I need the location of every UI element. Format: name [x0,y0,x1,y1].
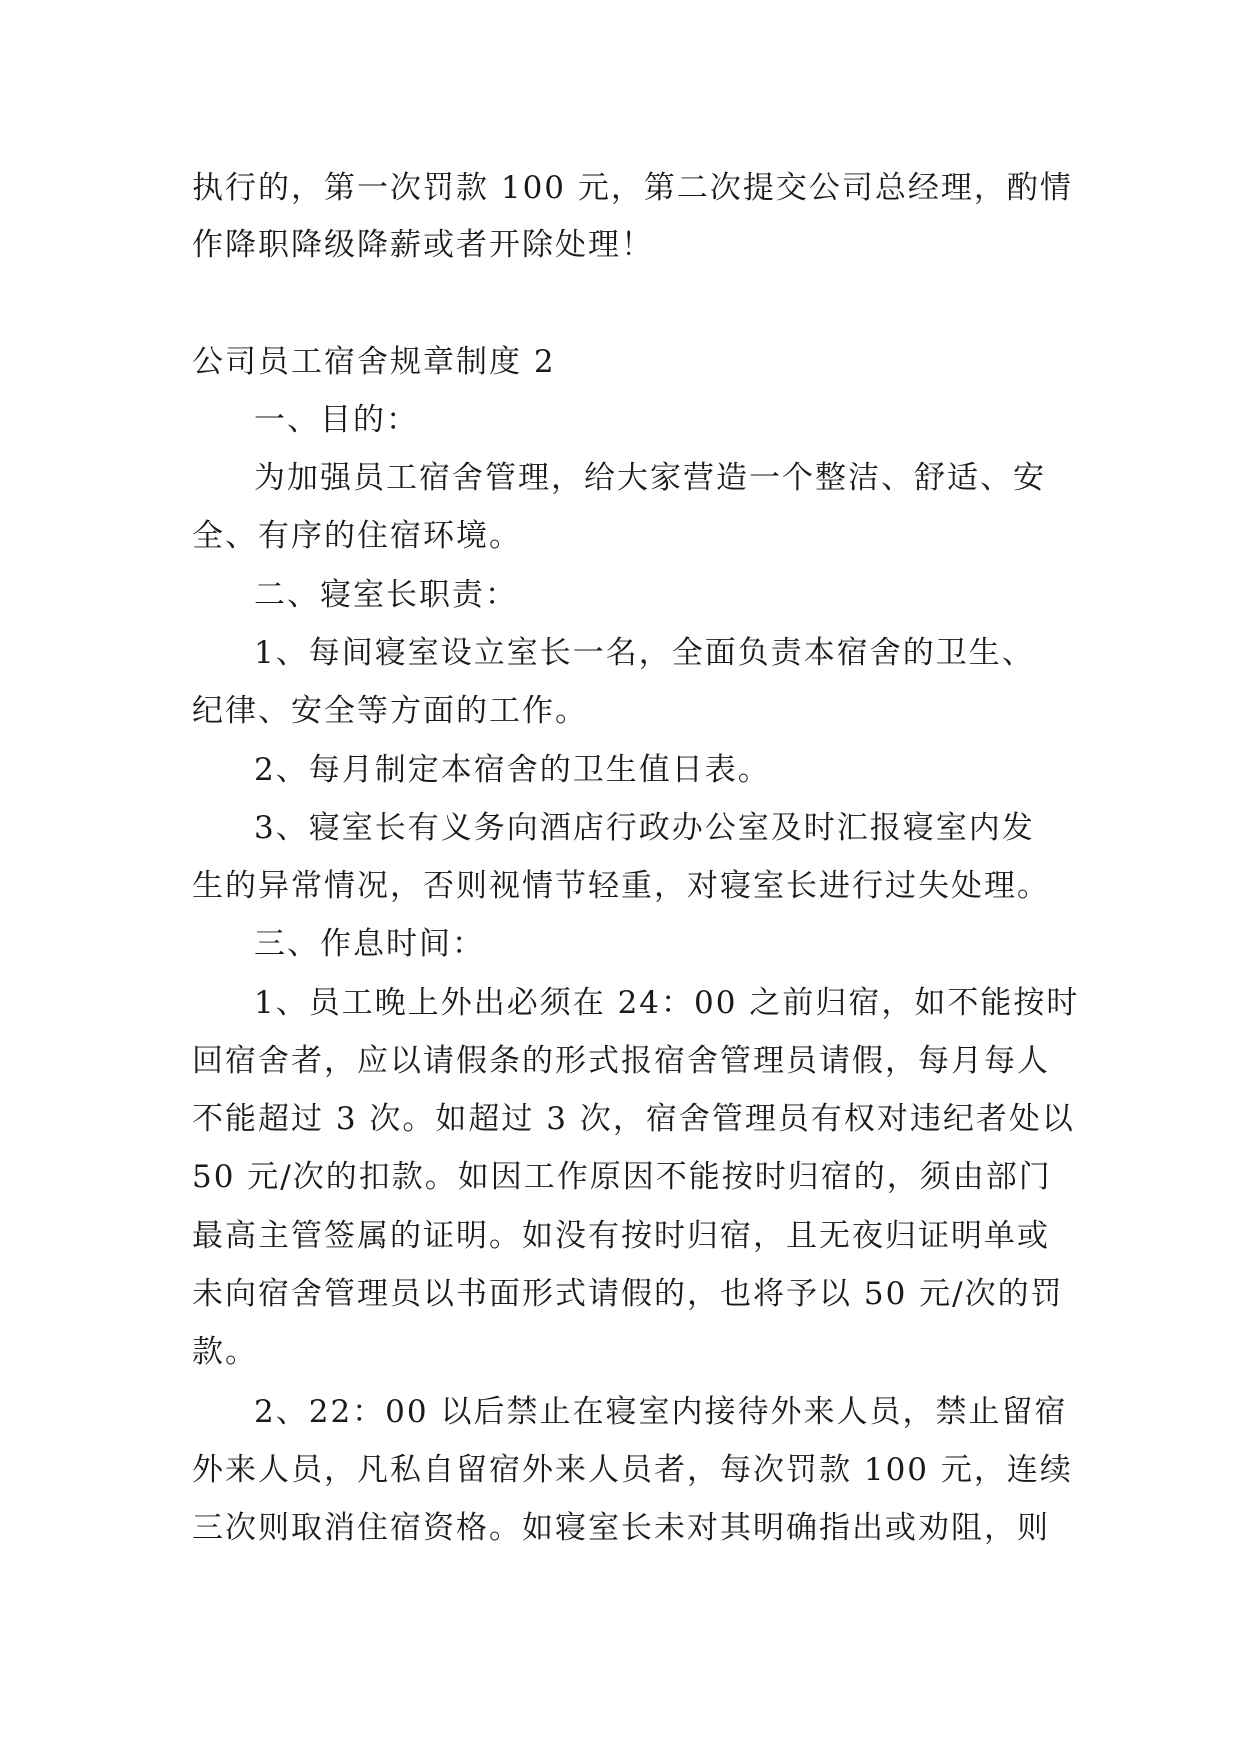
list-item-line: 最高主管签属的证明。如没有按时归宿，且无夜归证明单或 [192,1218,1050,1254]
list-item-line: 三次则取消住宿资格。如寝室长未对其明确指出或劝阻，则 [192,1510,1050,1546]
list-item-line: 不能超过 3 次。如超过 3 次，宿舍管理员有权对违纪者处以 [192,1101,1075,1137]
list-item-line: 1、员工晚上外出必须在 24：00 之前归宿，如不能按时 [254,985,1080,1021]
list-item-line: 外来人员，凡私自留宿外来人员者，每次罚款 100 元，连续 [192,1452,1073,1488]
list-item-line: 2、每月制定本宿舍的卫生值日表。 [254,752,771,788]
list-item-line: 生的异常情况，否则视情节轻重，对寝室长进行过失处理。 [192,868,1050,904]
list-item-line: 款。 [192,1334,258,1370]
section-heading: 一、目的： [254,402,419,438]
section-title: 公司员工宿舍规章制度 2 [192,344,556,380]
list-item-line: 50 元/次的扣款。如因工作原因不能按时归宿的，须由部门 [192,1159,1052,1195]
paragraph-line: 执行的，第一次罚款 100 元，第二次提交公司总经理，酌情 [192,170,1073,206]
list-item-line: 纪律、安全等方面的工作。 [192,693,588,729]
list-item-line: 3、寝室长有义务向酒店行政办公室及时汇报寝室内发 [254,810,1035,846]
list-item-line: 2、22：00 以后禁止在寝室内接待外来人员，禁止留宿 [254,1394,1068,1430]
list-item-line: 回宿舍者，应以请假条的形式报宿舍管理员请假，每月每人 [192,1043,1050,1079]
paragraph-line: 作降职降级降薪或者开除处理！ [192,227,654,263]
paragraph-line: 为加强员工宿舍管理，给大家营造一个整洁、舒适、安 [254,460,1046,496]
section-heading: 二、寝室长职责： [254,577,518,613]
list-item-line: 1、每间寝室设立室长一名，全面负责本宿舍的卫生、 [254,635,1035,671]
paragraph-line: 全、有序的住宿环境。 [192,518,522,554]
section-heading: 三、作息时间： [254,926,485,962]
list-item-line: 未向宿舍管理员以书面形式请假的，也将予以 50 元/次的罚 [192,1276,1064,1312]
